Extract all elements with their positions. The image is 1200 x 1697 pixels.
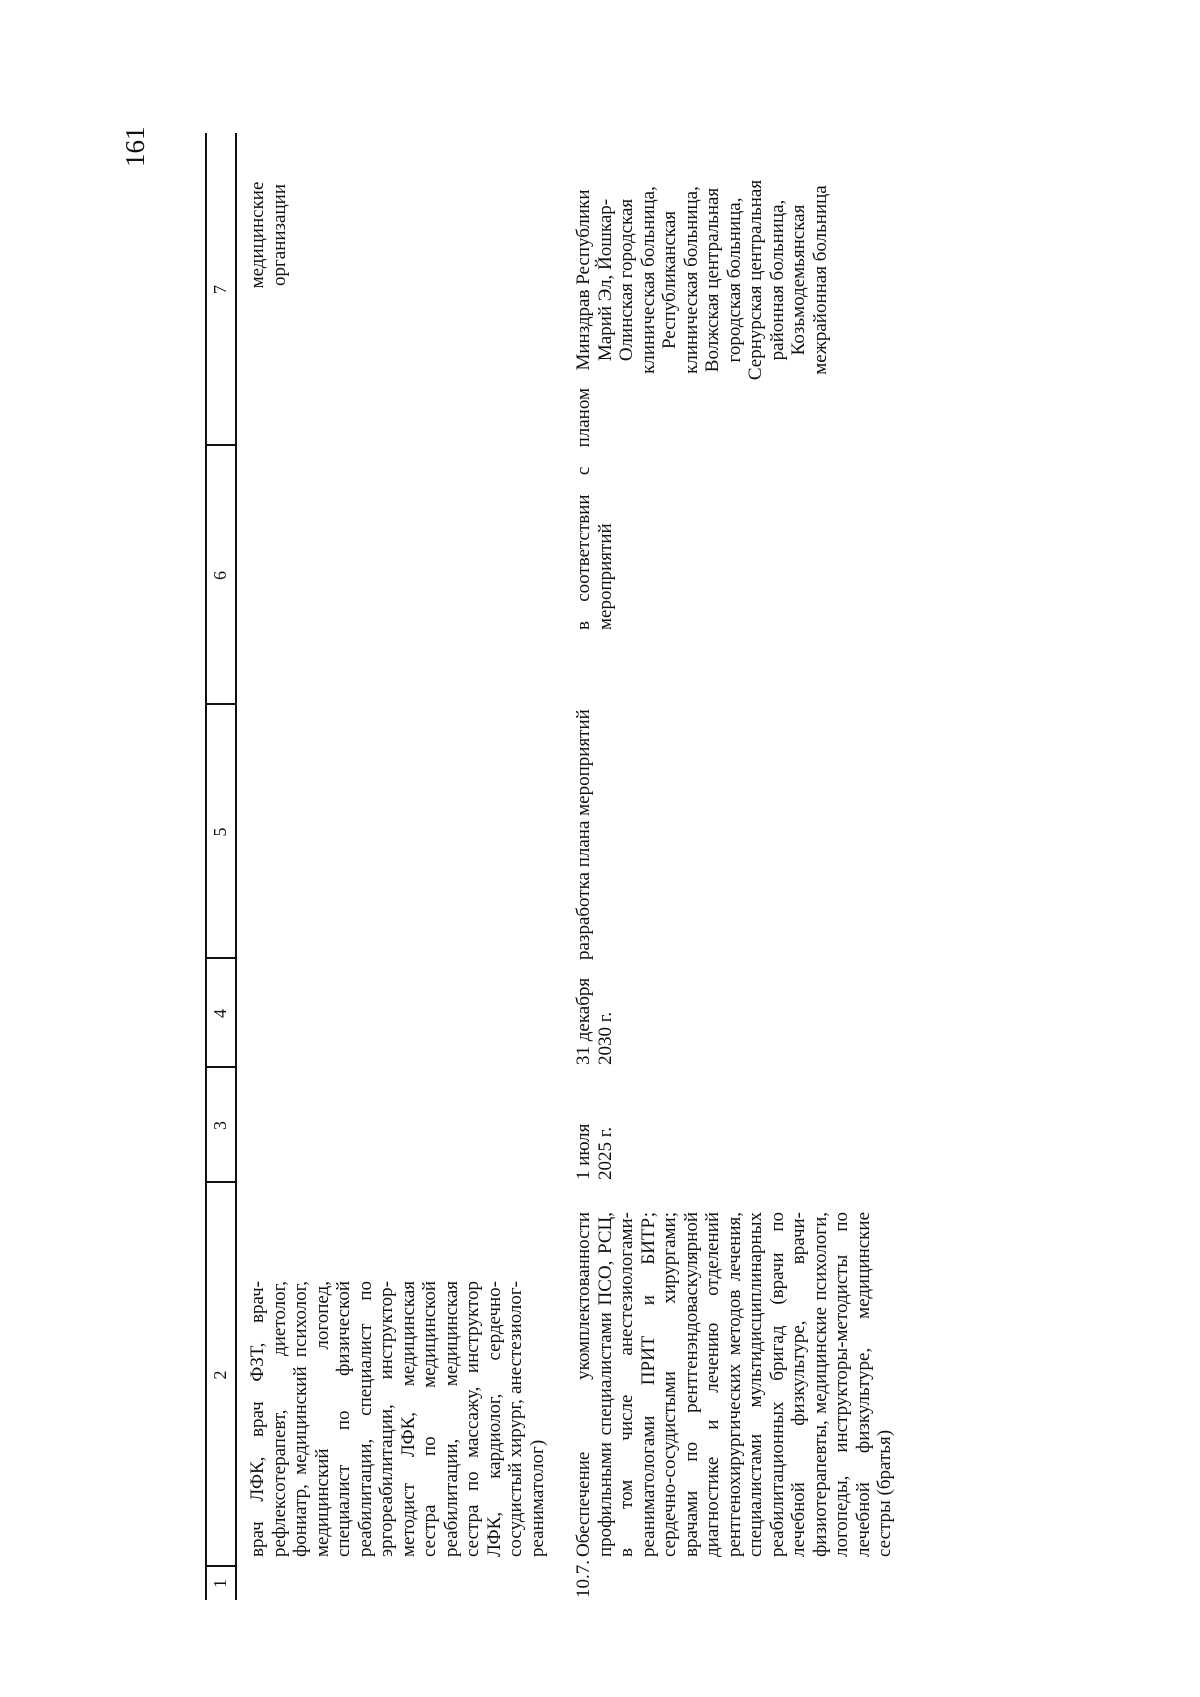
row-2-number: 10.7.: [573, 1560, 594, 1598]
page-number: 161: [120, 126, 150, 167]
row-1-text: врач ЛФК, врач ФЗТ, врач-рефлексотерапевт, диетолог, фониатр, медицинский психолог, медицинский логопед, специалист по физической реабилитации, специалист по эргореабилитации, инструктор-методист ЛФК, медицинская сестра по медицинской реабилитации, медицинская сестра по массажу, инструктор ЛФК, кардиолог, сердечно-сосудистый хирург, анестезиолог-реаниматолог): [247, 1281, 548, 1557]
header-col-7: 7: [210, 285, 230, 294]
header-col-5: 5: [210, 827, 230, 837]
row-2-text: Обеспечение укомплектованности профильными специалистами ПСО, РСЦ, в том числе анестезиологами-реаниматологами ПРИТ и БИТР; сердечно-сосудистыми хирургами; врачами по рентгенэндоваскулярной диагностике и лечению отделений рентгенохирургических методов лечения, специалистами мультидисциплинарных реабилитационных бригад (врачи по лечебной физкультуре, врачи-физиотерапевты, медицинские психологи, логопеды, инструкторы-методисты по лечебной физкультуре, медицинские сестры (братья): [573, 1212, 895, 1557]
header-col-1: 1: [210, 1579, 230, 1588]
row-2-indicator: в соответствии с планом мероприятий: [573, 388, 616, 630]
header-col-4: 4: [210, 1009, 230, 1018]
header-col-3: 3: [210, 1121, 230, 1130]
row-1-responsible: медицинские организации: [247, 181, 290, 289]
row-2-responsible: Минздрав Республики Марий Эл, Йошкар-Олинская городская клиническая больница, Республиканская клиническая больница, Волжская центральная городская больница, Сернурская центральная районная больница, Козьмодемьянская межрайонная больница: [573, 179, 831, 381]
plan-table: [205, 133, 1005, 1600]
row-2-start-date: 1 июля 2025 г.: [573, 1123, 616, 1180]
header-col-6: 6: [210, 571, 230, 580]
row-2-result: разработка плана мероприятий: [573, 709, 594, 960]
row-2-end-date: 31 декабря 2030 г.: [573, 977, 616, 1065]
header-col-2: 2: [210, 1370, 230, 1380]
header-bottom-rule: [235, 133, 237, 1600]
